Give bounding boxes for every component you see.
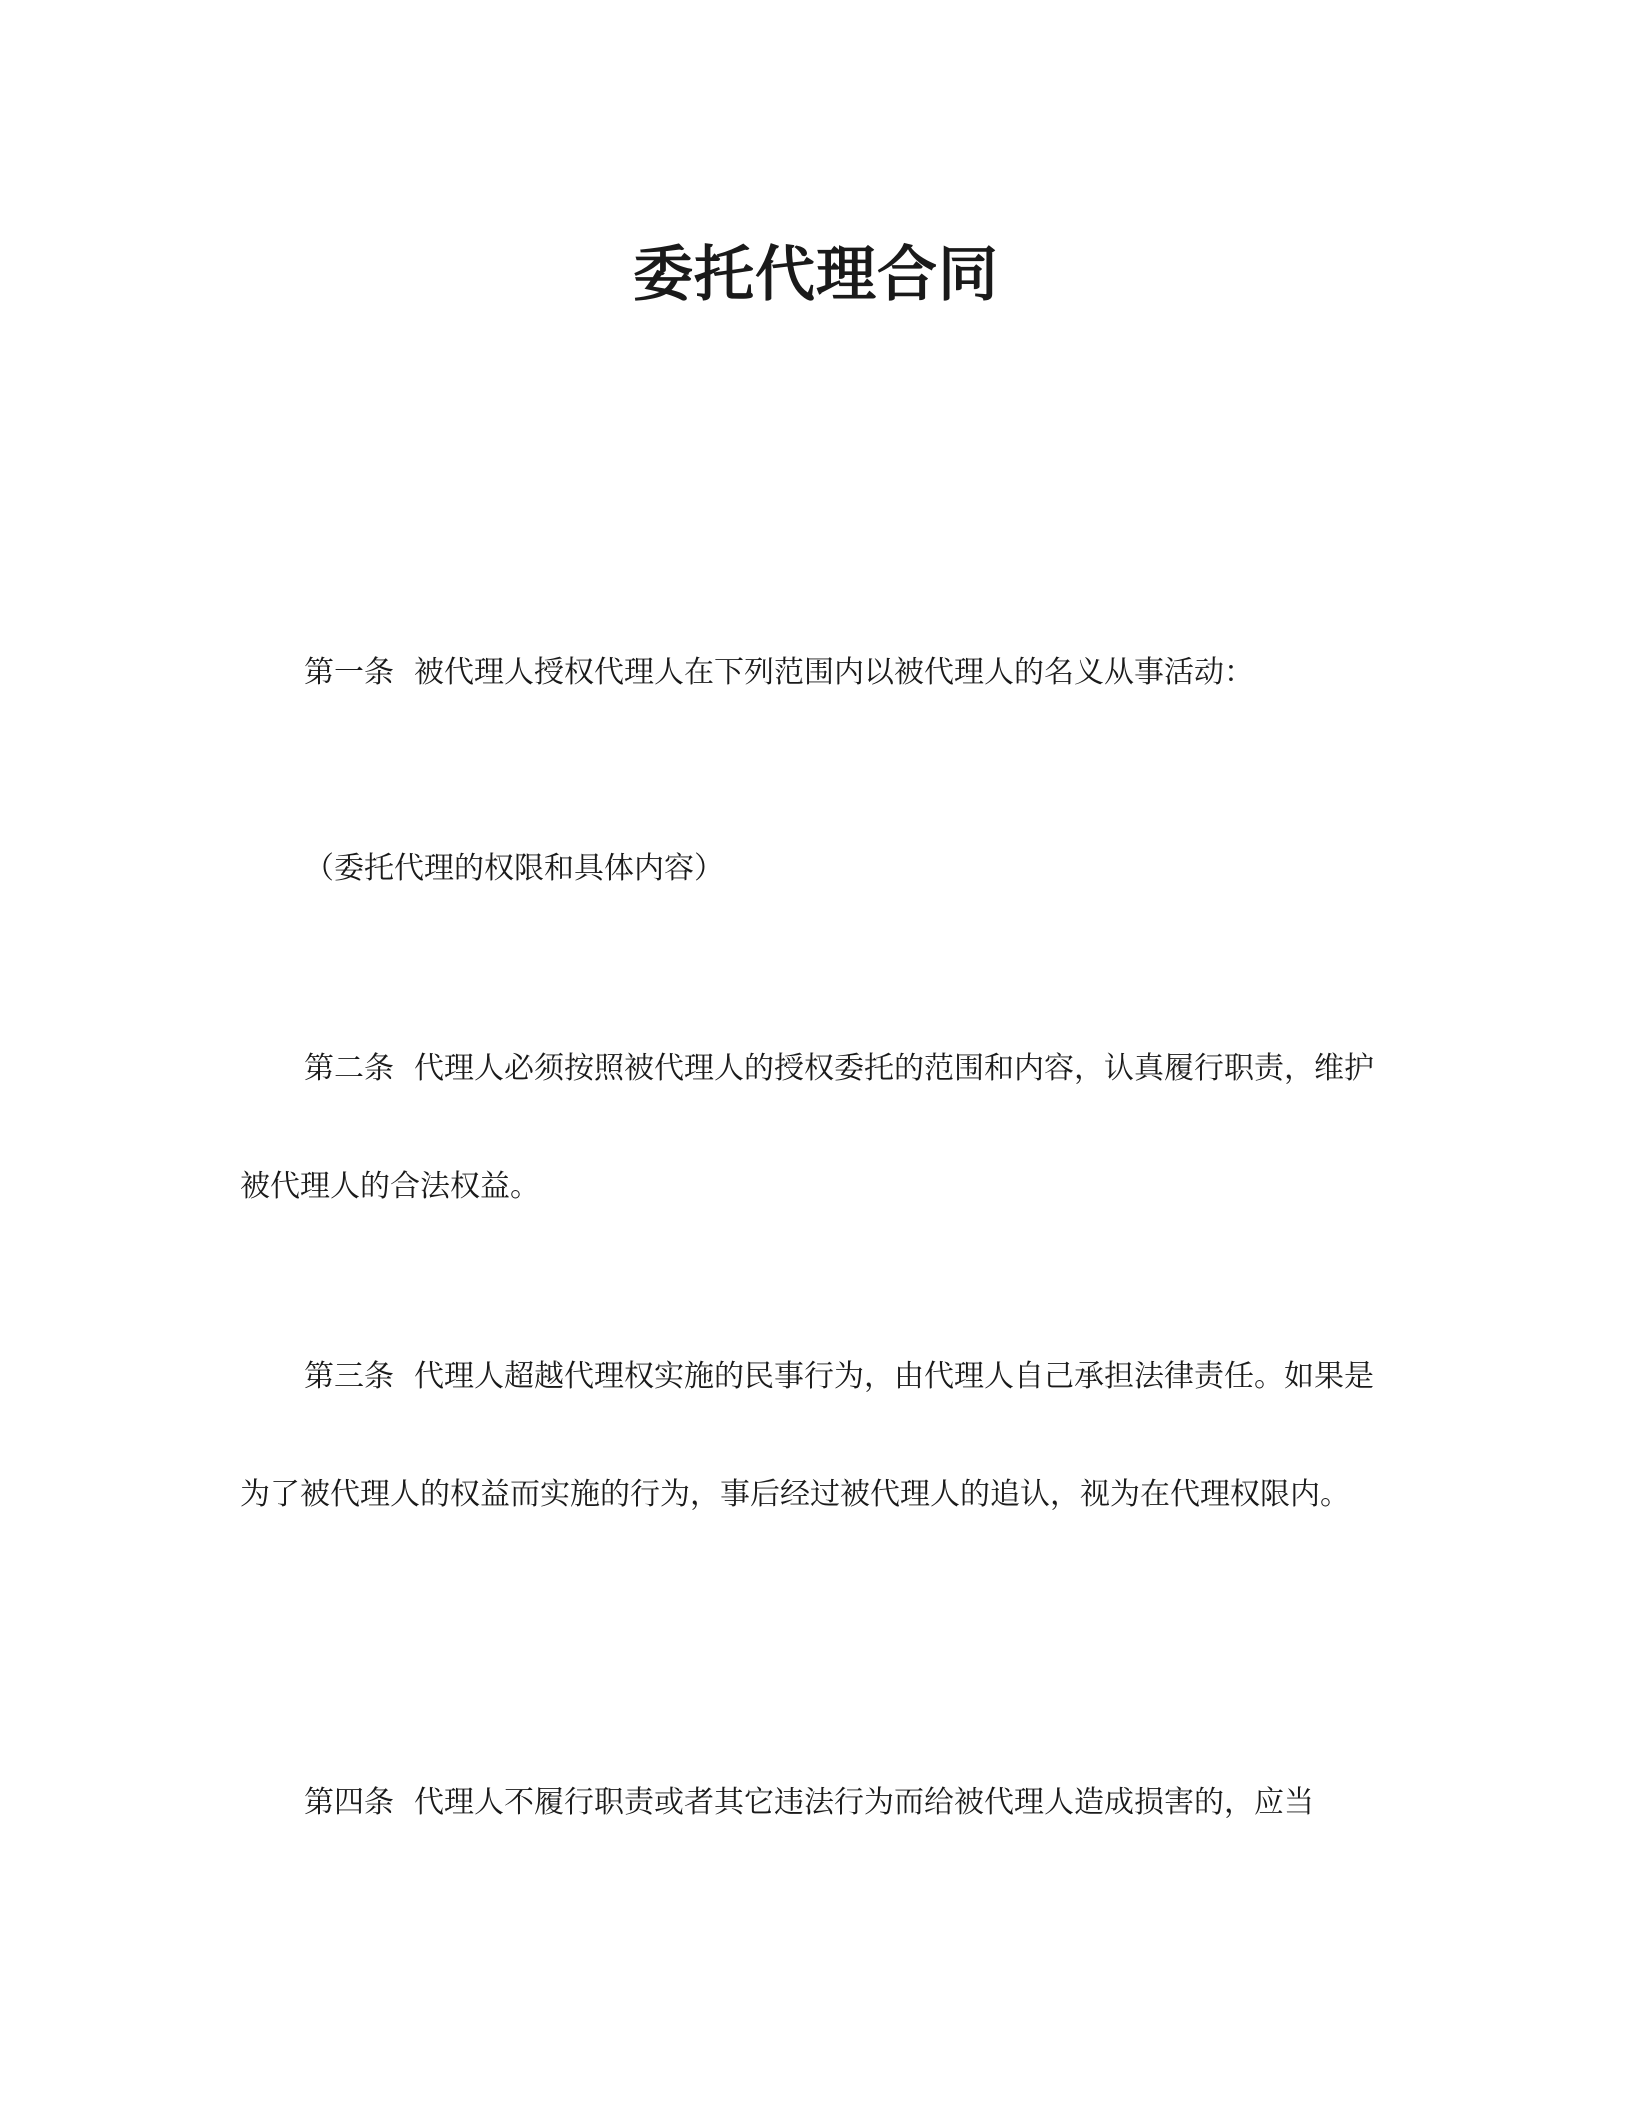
article-4-text: 代理人不履行职责或者其它违法行为而给被代理人造成损害的，应当: [414, 1785, 1314, 1820]
article-1-text: 被代理人授权代理人在下列范围内以被代理人的名义从事活动：: [414, 655, 1254, 690]
article-3-text: 代理人超越代理权实施的民事行为，由代理人自己承担法律责任。如果是为了被代理人的权益而实施的行为，事后经过被代理人的追认，视为在代理权限内。: [240, 1359, 1374, 1512]
article-2-number: 第二条: [304, 1051, 394, 1086]
article-4: [240, 1744, 1380, 1862]
article-1: [240, 614, 1400, 732]
article-1-placeholder-text: （委托代理的权限和具体内容）: [304, 851, 724, 886]
article-2: [240, 1010, 1380, 1246]
article-1-number: 第一条: [304, 655, 394, 690]
article-3: [240, 1318, 1380, 1554]
article-4-number: 第四条: [304, 1785, 394, 1820]
article-3-number: 第三条: [304, 1359, 394, 1394]
article-1-placeholder: [304, 810, 1400, 928]
article-2-text: 代理人必须按照被代理人的授权委托的范围和内容，认真履行职责，维护被代理人的合法权益。: [240, 1051, 1374, 1204]
document-title: 委托代理合同: [633, 240, 999, 311]
